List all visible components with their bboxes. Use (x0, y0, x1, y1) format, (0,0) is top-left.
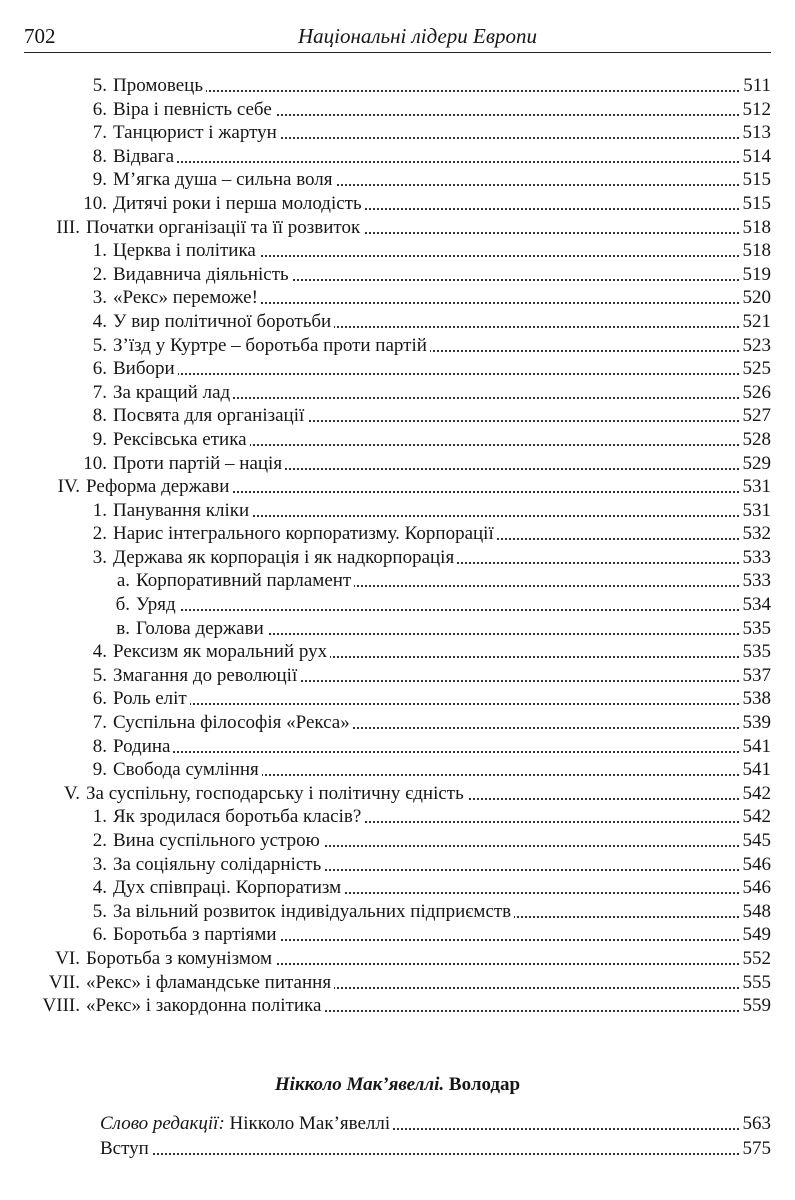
toc-entry-number: 2. (92, 263, 107, 285)
toc-entry (0, 145, 795, 169)
toc-entry-number: 8. (92, 405, 107, 427)
toc-entry (0, 74, 795, 98)
toc-entry-title: Як зродилася боротьба класів? (113, 805, 364, 829)
toc-entry-page: 539 (740, 711, 772, 735)
toc-entry-page: 513 (740, 121, 772, 145)
toc-entry-page: 518 (740, 239, 772, 263)
header-rule (24, 52, 771, 53)
toc-entry-title (100, 1112, 393, 1136)
toc-entry-title: «Рекс» переможе! (113, 286, 261, 310)
toc-entry (0, 216, 795, 240)
toc-entry-title: Боротьба з партіями (113, 923, 280, 947)
toc-entry (0, 805, 795, 829)
toc-entry-page: 535 (740, 617, 772, 641)
toc-entry-title: Суспільна філософія «Рекса» (113, 711, 353, 735)
toc-entry-title: «Рекс» і фламандське питання (86, 971, 334, 995)
toc-entry-title: Початки організації та її розвиток (86, 216, 363, 240)
toc-entry-title-text: Нікколо Мак’явеллі (229, 1113, 391, 1134)
toc-entry-number: 5. (92, 75, 107, 96)
toc-entry-page: 542 (740, 782, 772, 806)
toc-entry-number: 1. (92, 499, 107, 521)
toc-entry (0, 640, 795, 664)
toc-entry-page: 515 (740, 192, 772, 216)
toc-entry-number: 1. (92, 806, 107, 828)
toc-entry-title: Змагання до революції (113, 664, 300, 688)
toc-entry-number: V. (63, 782, 80, 804)
toc-entry-title: Церква і політика (113, 239, 259, 263)
toc-entry-page: 520 (740, 286, 772, 310)
toc-entry-title: Рексизм як моральний рух (113, 640, 330, 664)
toc-entry-number: 5. (92, 664, 107, 686)
toc-entry-title: Боротьба з комунізмом (86, 947, 275, 971)
toc-entry-title (100, 1137, 152, 1161)
toc-entry-title: Свобода сумління (113, 758, 262, 782)
toc-entry-page: 532 (740, 522, 772, 546)
toc-entry-number: б. (115, 594, 130, 616)
toc-entry-title: За суспільну, господарську і політичну єдність (86, 782, 467, 806)
toc-dot-leader (113, 751, 759, 753)
toc-entry-number: 7. (92, 122, 107, 144)
toc-entry-title: Танцюрист і жартун (113, 121, 280, 145)
toc-entry-page: 546 (740, 853, 772, 877)
toc-entry-page: 531 (740, 499, 772, 523)
toc-entry-title: Реформа держави (86, 475, 232, 499)
toc-entry (0, 923, 795, 947)
toc-entry-title: Корпоративний парламент (136, 569, 354, 593)
toc-entry-number: 4. (92, 310, 107, 332)
toc-entry-page: 537 (740, 664, 772, 688)
page-header (24, 18, 771, 52)
toc-entry-page: 555 (740, 971, 772, 995)
toc-entry-page: 531 (740, 475, 772, 499)
toc-entry-page: 533 (740, 569, 772, 593)
toc-entry-title: У вир політичної боротьби (113, 310, 334, 334)
toc-entry-page: 563 (740, 1112, 772, 1136)
toc-entry (0, 239, 795, 263)
table-of-contents-second (0, 1112, 795, 1162)
toc-entry (0, 617, 795, 641)
toc-entry-title: Рексівська етика (113, 428, 250, 452)
toc-entry-number: 10. (83, 192, 107, 214)
toc-entry-page: 514 (740, 145, 772, 169)
toc-entry-number: 9. (92, 759, 107, 781)
toc-dot-leader (100, 1153, 759, 1155)
toc-entry-title: Віра і певність себе (113, 98, 275, 122)
toc-entry-title: Дитячі роки і перша молодість (113, 192, 365, 216)
toc-entry-number: 10. (83, 452, 107, 474)
toc-entry-title: Вина суспільного устрою (113, 829, 323, 853)
toc-entry-title-text: Вступ (100, 1138, 149, 1159)
toc-entry (0, 569, 795, 593)
toc-entry-page: 518 (740, 216, 772, 240)
toc-entry-title: Панування кліки (113, 499, 252, 523)
toc-entry (0, 263, 795, 287)
toc-entry-title: Держава як корпорація і як надкорпорація (113, 546, 457, 570)
toc-entry-page: 533 (740, 546, 772, 570)
toc-entry (0, 853, 795, 877)
toc-dot-leader (113, 703, 759, 705)
toc-entry-title: Роль еліт (113, 687, 190, 711)
toc-entry-title: Уряд (136, 593, 179, 617)
toc-entry (0, 758, 795, 782)
toc-entry (0, 168, 795, 192)
toc-entry (0, 829, 795, 853)
toc-entry (0, 735, 795, 759)
toc-entry-title: М’ягка душа – сильна воля (113, 168, 336, 192)
toc-entry-page: 521 (740, 310, 772, 334)
toc-entry (0, 522, 795, 546)
page-number: 702 (24, 24, 56, 48)
toc-entry-page: 549 (740, 923, 772, 947)
toc-entry-number: 6. (92, 358, 107, 380)
toc-entry-number: 8. (92, 735, 107, 757)
toc-entry-page: 527 (740, 404, 772, 428)
toc-entry-page: 519 (740, 263, 772, 287)
toc-entry-title: Нарис інтегрального корпоратизму. Корпорації (113, 522, 497, 546)
toc-entry-page: 528 (740, 428, 772, 452)
toc-entry-title: Дух співпраці. Корпоратизм (113, 876, 344, 900)
toc-entry (0, 711, 795, 735)
toc-entry (0, 310, 795, 334)
section-heading (0, 1074, 795, 1096)
toc-entry-number: 5. (92, 334, 107, 356)
toc-entry-page: 548 (740, 900, 772, 924)
toc-entry-number: 6. (92, 98, 107, 120)
toc-entry-number: 3. (92, 853, 107, 875)
toc-entry-title: «Рекс» і закордонна політика (86, 994, 324, 1018)
toc-entry-title: Промовець (113, 74, 206, 98)
toc-entry (0, 286, 795, 310)
toc-entry (0, 334, 795, 358)
toc-entry-number: 8. (92, 145, 107, 167)
toc-entry (0, 994, 795, 1018)
toc-entry (0, 98, 795, 122)
toc-entry-page: 559 (740, 994, 772, 1018)
toc-entry-number: VIII. (42, 995, 80, 1017)
toc-entry (0, 876, 795, 900)
toc-entry-number: а. (116, 570, 130, 592)
running-title: Національні лідери Европи (297, 24, 538, 48)
toc-entry-page: 538 (740, 687, 772, 711)
toc-entry-page: 575 (740, 1137, 772, 1161)
toc-dot-leader (113, 161, 759, 163)
toc-entry-number: III. (56, 216, 80, 238)
toc-dot-leader (113, 373, 759, 375)
toc-entry (0, 593, 795, 617)
toc-entry (0, 1112, 795, 1137)
toc-entry-number: 6. (92, 924, 107, 946)
toc-entry-number: VI. (55, 947, 80, 969)
toc-entry (0, 900, 795, 924)
toc-entry (0, 546, 795, 570)
toc-entry-number: 4. (92, 641, 107, 663)
toc-entry-title: Посвята для організації (113, 404, 307, 428)
toc-dot-leader (113, 90, 759, 92)
toc-entry-title: За соціяльну солідарність (113, 853, 324, 877)
toc-entry-page: 525 (740, 357, 772, 381)
toc-entry-number: VII. (48, 971, 80, 993)
toc-entry-number: 3. (92, 546, 107, 568)
toc-entry (0, 664, 795, 688)
toc-entry (0, 475, 795, 499)
table-of-contents (0, 74, 795, 1018)
toc-entry (0, 381, 795, 405)
toc-entry (0, 357, 795, 381)
toc-entry-number: 9. (92, 169, 107, 191)
toc-entry-page: 523 (740, 334, 772, 358)
toc-entry-page: 546 (740, 876, 772, 900)
toc-entry (0, 121, 795, 145)
toc-entry-title: За вільний розвиток індивідуальних підприємств (113, 900, 514, 924)
toc-entry-number: 2. (92, 523, 107, 545)
toc-entry-page: 542 (740, 805, 772, 829)
section-title: Володар (448, 1074, 521, 1095)
toc-entry (0, 428, 795, 452)
toc-entry-title: Вибори (113, 357, 178, 381)
toc-entry-number: 9. (92, 428, 107, 450)
toc-entry-number: 7. (92, 712, 107, 734)
toc-entry-number: 4. (92, 877, 107, 899)
toc-entry-label: Слово редакції: (100, 1113, 225, 1134)
toc-entry-page: 545 (740, 829, 772, 853)
toc-entry (0, 687, 795, 711)
toc-entry-title: Проти партій – нація (113, 452, 285, 476)
toc-entry (0, 499, 795, 523)
toc-entry-page: 511 (740, 74, 771, 98)
toc-entry-title: Голова держави (136, 617, 267, 641)
toc-entry-title: Видавнича діяльність (113, 263, 292, 287)
toc-entry-number: 5. (92, 900, 107, 922)
toc-entry (0, 971, 795, 995)
toc-entry-number: IV. (57, 476, 80, 498)
toc-entry-number: 7. (92, 381, 107, 403)
toc-entry-title: Родина (113, 735, 173, 759)
toc-entry-page: 512 (740, 98, 772, 122)
toc-entry-number: 3. (92, 287, 107, 309)
toc-entry-page: 526 (740, 381, 772, 405)
toc-entry-page: 515 (740, 168, 772, 192)
toc-entry-page: 541 (740, 758, 772, 782)
toc-entry (0, 947, 795, 971)
toc-entry-page: 535 (740, 640, 772, 664)
toc-entry-page: 552 (740, 947, 772, 971)
toc-entry-number: 1. (92, 240, 107, 262)
toc-entry-number: в. (116, 617, 130, 639)
toc-entry (0, 404, 795, 428)
toc-entry-title: Відвага (113, 145, 177, 169)
toc-entry-page: 541 (740, 735, 772, 759)
toc-entry (0, 452, 795, 476)
section-author: Нікколо Мак’явеллі. (274, 1074, 445, 1095)
toc-entry-page: 534 (740, 593, 772, 617)
toc-entry (0, 1137, 795, 1162)
toc-entry-number: 2. (92, 830, 107, 851)
toc-dot-leader (136, 609, 759, 611)
toc-entry-page: 529 (740, 452, 772, 476)
toc-entry (0, 192, 795, 216)
toc-entry-title: З’їзд у Куртре – боротьба проти партій (113, 334, 430, 358)
toc-entry (0, 782, 795, 806)
toc-entry-number: 6. (92, 688, 107, 710)
toc-entry-title: За кращий лад (113, 381, 233, 405)
